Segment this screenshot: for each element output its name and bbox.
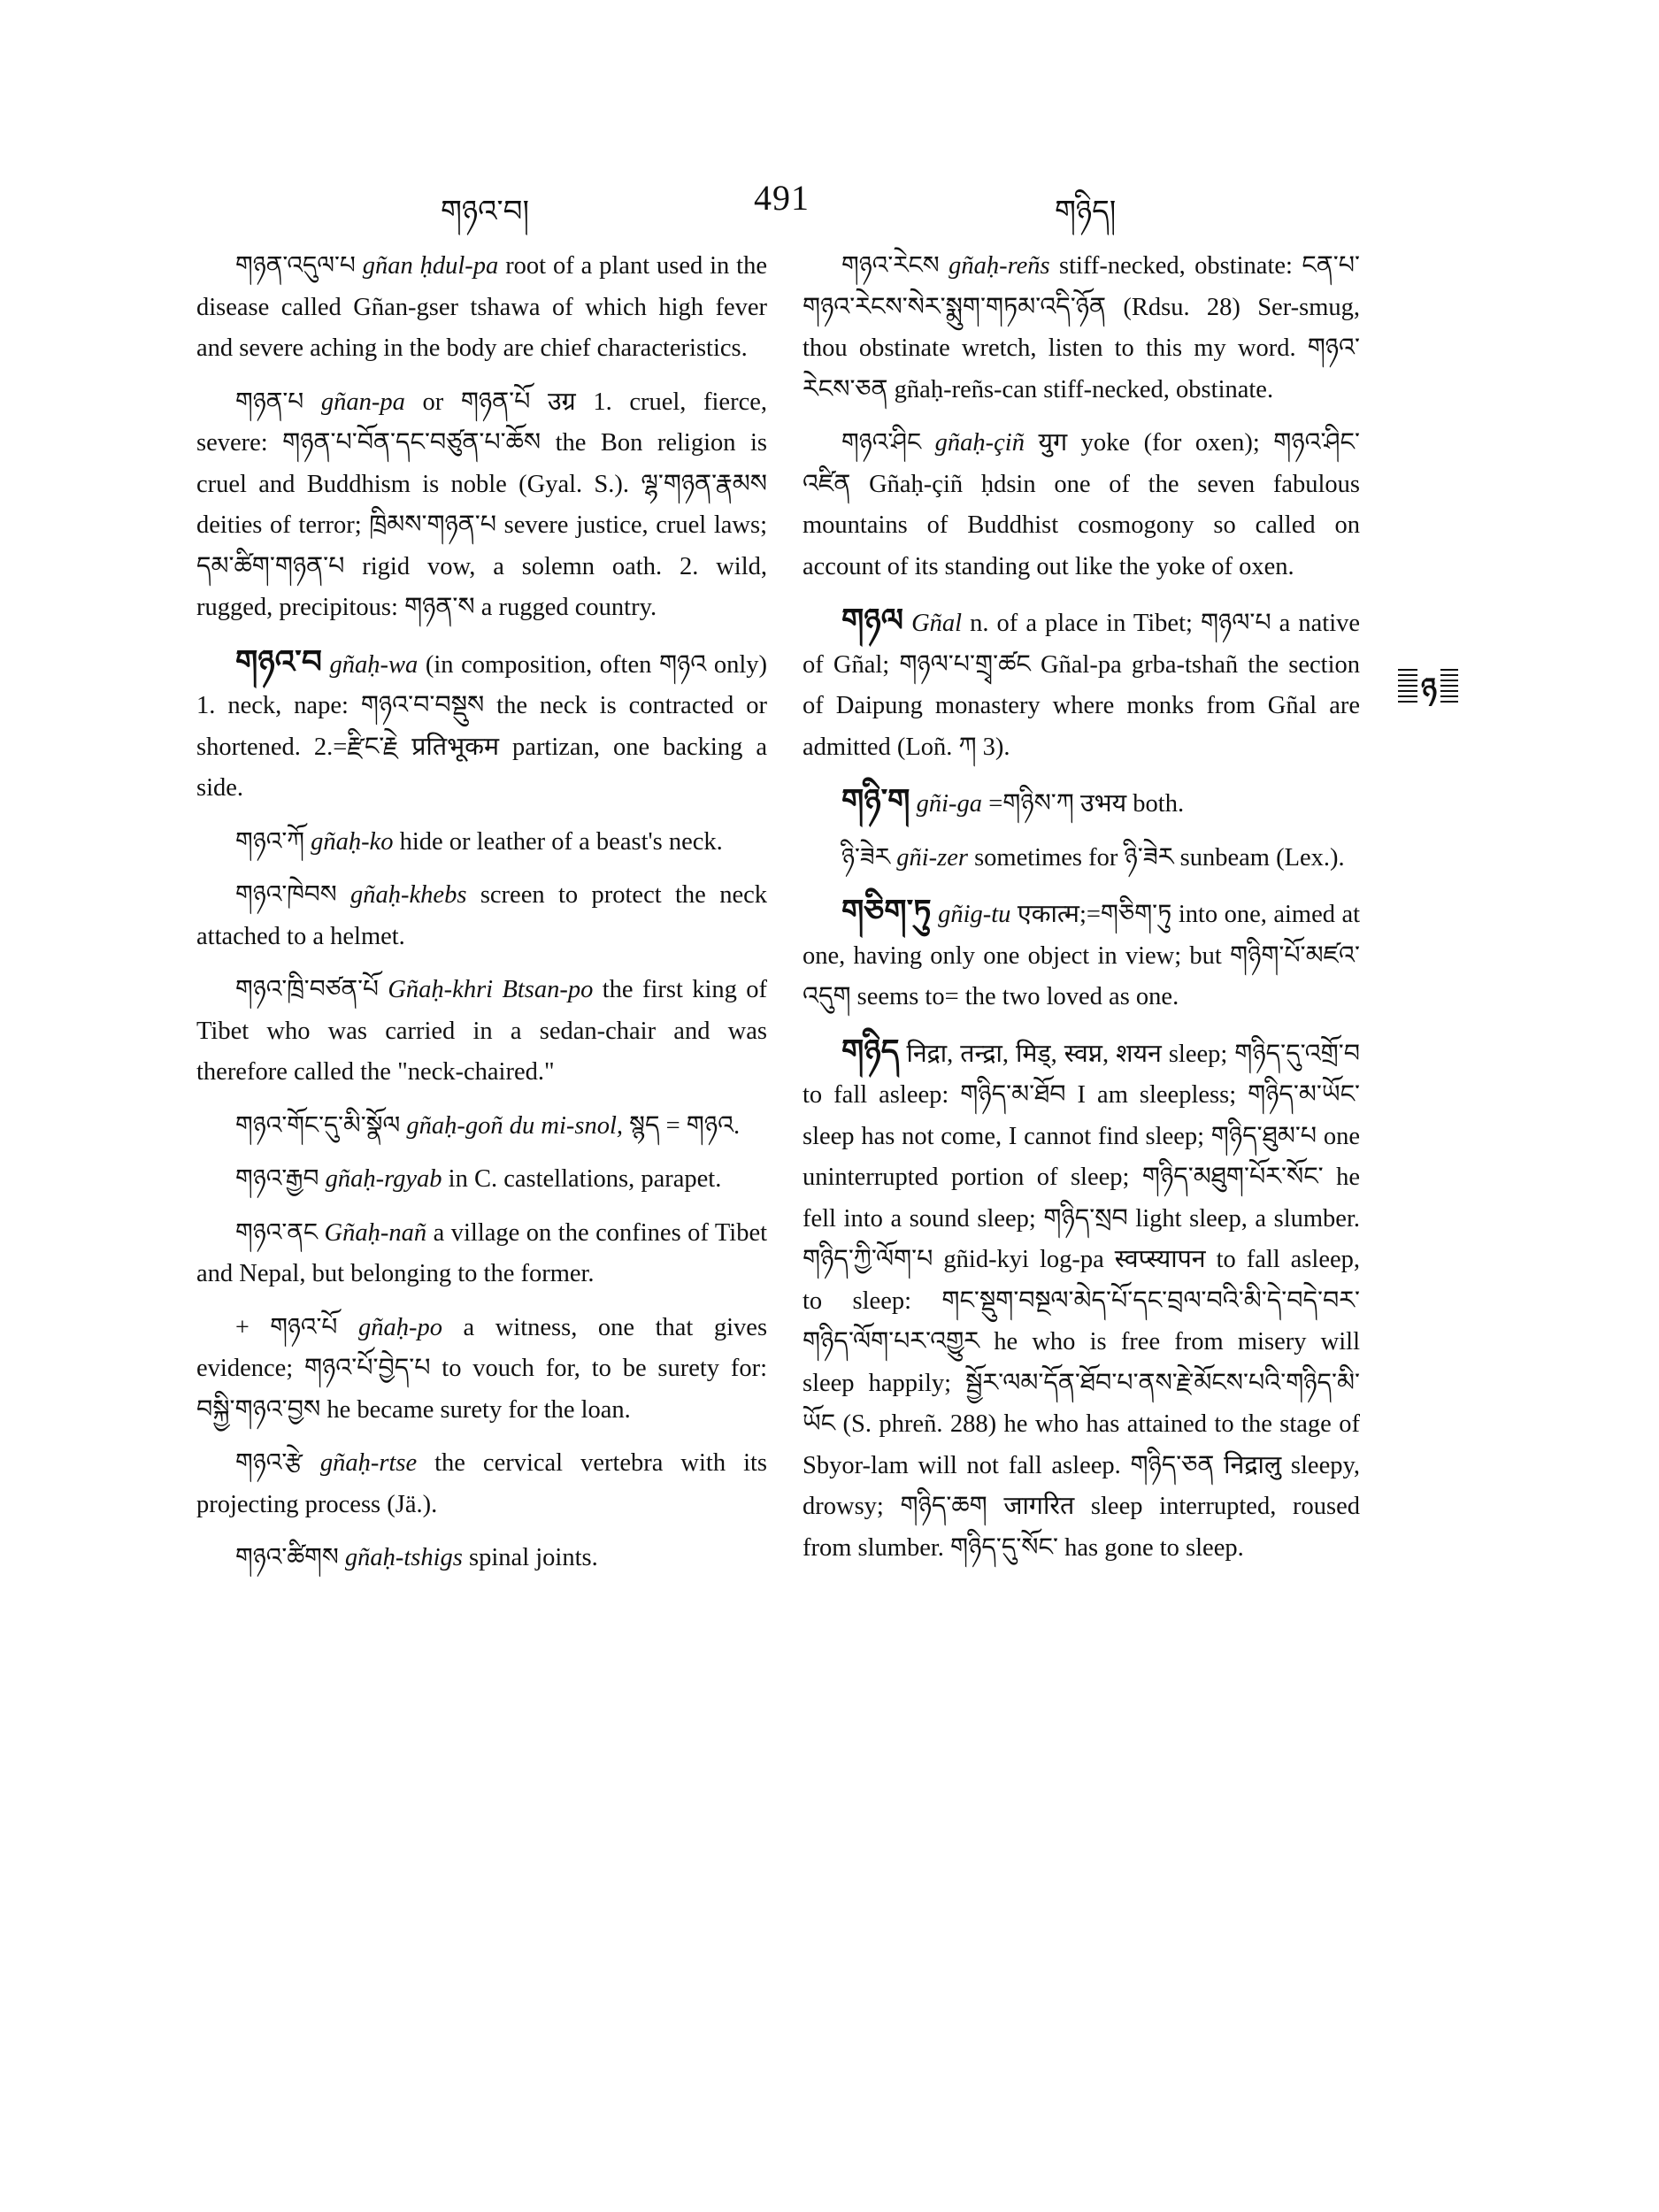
entry-definition: निद्रा, तन्द्रा, मिड्, स्वप्न, शयन sleep; གཉིད་དུ་འགྲོ་བ to fall asleep: གཉིད་མ་ཐོབ I am sleepless; གཉིད་མ་ཡོང་ sleep has not come, I cannot find sleep; གཉིད་ཐུམ་པ one uninterrupted portion of sleep; གཉིད་མཐུག་པོར་སོང་ he fell into a sound sleep; གཉིད་སྲབ light sleep, a slumber. གཉིད་ཀྱི་ལོག་པ gñid-kyi log-pa स्वप्स्यापन to fall asleep, to sleep: གང་སྡུག་བསྔལ་མེད་པོ་དང་བྲལ་བའི་མི་དེ་བདེ་བར་གཉིད་ལོག་པར་འགྱུར he who is free from misery will sleep happily; སྦྱོར་ལམ་དོན་ཐོབ་པ་ནས་རྗེ་མོངས་པའི་གཉིད་མི་ཡོང (S. phreñ. 288) he who has attained to the stage of Sbyor-lam will not fall asleep. གཉིད་ཅན निद्रालु sleepy, drowsy; གཉིད་ཆག जागरित sleep interrupted, roused from slumber. གཉིད་དུ་སོང་ has gone to sleep. xyxy=(803,1040,1361,1562)
running-head-right: གཉིད། xyxy=(1055,196,1117,228)
dictionary-entry xyxy=(803,838,1360,879)
dictionary-entry xyxy=(196,822,767,864)
right-column xyxy=(803,246,1360,1581)
dictionary-entry xyxy=(803,1031,1360,1570)
entry-definition: n. of a place in Tibet; གཉལ་པ a native of Gñal; གཉལ་པ་གྲྭ་ཚང Gñal-pa grba-tshañ the section of Daipung monastery where monks from Gñal are admitted (Loñ. ཀ 3). xyxy=(803,610,1361,761)
entry-transliteration: Gñal xyxy=(911,610,963,637)
entry-definition: the cervical vertebra with its projecting process (Jä.). xyxy=(196,1449,768,1518)
entry-transliteration: gñaḥ-goñ du mi-snol, xyxy=(406,1111,624,1140)
entry-transliteration: gñaḥ-çiñ xyxy=(934,429,1025,457)
entry-headword: གཉའ་ཁྲི་བཙན་པོ xyxy=(235,976,379,1003)
entry-headword: གཉའ་རྒྱབ xyxy=(235,1165,319,1193)
running-head-left: གཉའ་བ། xyxy=(441,196,530,228)
entry-transliteration: Gñaḥ-khri Btsan-po xyxy=(388,976,594,1003)
entry-headword: གཉའ་ཀོ xyxy=(235,827,304,856)
entry-headword: གཉན་འདུལ་པ xyxy=(235,252,356,280)
dictionary-entry xyxy=(196,641,767,810)
entry-headword: གཉའ་ཤིང xyxy=(841,429,922,457)
entry-headword: ཉི་ཟེར xyxy=(841,843,891,872)
entry-transliteration: gñaḥ-tshigs xyxy=(344,1544,463,1571)
dictionary-entry xyxy=(196,1443,767,1525)
entry-definition: spinal joints. xyxy=(469,1544,598,1571)
entry-transliteration: gñaḥ-rgyab xyxy=(325,1165,442,1193)
entry-headword: གཅིག་ཏུ xyxy=(841,894,932,929)
entry-definition: screen to protect the neck attached to a helmet. xyxy=(196,881,767,950)
thumb-index-tab xyxy=(1396,665,1460,706)
dictionary-entry xyxy=(196,382,767,629)
entry-definition: एकात्म;=གཅིག་ཏུ into one, aimed at one, having only one object in view; but གཉིག་པོ་མཛའ་འདུག seems to= the two loved as one. xyxy=(803,901,1361,1010)
entry-definition: a witness, one that gives evidence; གཉའ་པོ་བྱེད་པ to vouch for, to be surety for: བསྐྱི་གཉའ་བྱས he became surety for the loan. xyxy=(196,1313,768,1424)
entry-definition: or གཉན་པོ उग्र 1. cruel, fierce, severe: གཉན་པ་བོན་དང་བཙུན་པ་ཆོས the Bon religion is cruel and Buddhism is noble (Gyal. S.). ལྷ་གཉན་རྣམས deities of terror; ཁྲིམས་གཉན་པ severe justice, cruel laws; དམ་ཚིག་གཉན་པ rigid vow, a solemn oath. 2. wild, rugged, precipitous: གཉན་ས a rugged country. xyxy=(196,388,767,621)
entry-headword: གཉའ་ནང xyxy=(235,1218,319,1247)
dictionary-entry xyxy=(803,780,1360,826)
dictionary-entry xyxy=(196,875,767,957)
entry-headword: གཉི་ག xyxy=(841,783,910,818)
left-column xyxy=(196,246,767,1592)
entry-headword: གཉན་པ xyxy=(235,388,304,416)
thumb-index-letter: ཉ xyxy=(1420,672,1438,706)
entry-definition: sometimes for ཉི་ཟེར sunbeam (Lex.). xyxy=(974,843,1345,872)
entry-headword: གཉའ་རྩེ xyxy=(235,1449,303,1477)
dictionary-entry xyxy=(196,970,767,1094)
entry-headword: གཉའ་རེངས xyxy=(841,252,940,280)
dictionary-entry xyxy=(196,1308,767,1432)
entry-headword: གཉའ་ཚིགས xyxy=(235,1544,339,1571)
page-number: 491 xyxy=(754,178,810,218)
entry-definition: in C. castellations, parapet. xyxy=(448,1165,722,1193)
dictionary-entry xyxy=(803,891,1360,1018)
entry-headword: གཉིད xyxy=(841,1033,900,1069)
entry-definition: (in composition, often གཉའ only) 1. neck, nape: གཉའ་བ་བསྡུས the neck is contracted or shortened. 2.=རྫིང་རྗེ प्रतिभूकम partizan, one backing a side. xyxy=(196,650,767,802)
dictionary-entry xyxy=(803,600,1360,768)
entry-transliteration: gñi-zer xyxy=(896,843,968,872)
entry-definition: युग yoke (for oxen); གཉའ་ཤིང་འཛིན Gñaḥ-çiñ ḥdsin one of the seven fabulous mountains of Buddhist cosmogony so called on account of its standing out like the yoke of oxen. xyxy=(803,429,1360,580)
entry-headword: གཉལ xyxy=(841,603,904,638)
entry-definition: =གཉིས་ཀ उभय both. xyxy=(988,790,1185,818)
entry-headword: གཉའ་བ xyxy=(235,643,322,680)
entry-transliteration: gñaḥ-rtse xyxy=(319,1449,418,1477)
entry-transliteration: gñan ḥdul-pa xyxy=(362,252,499,280)
entry-headword: གཉའ་ཁེབས xyxy=(235,881,337,909)
entry-definition: སྙད = གཉའ. xyxy=(629,1111,741,1140)
entry-transliteration: gñi-ga xyxy=(916,790,983,818)
dictionary-entry xyxy=(196,1159,767,1201)
entry-transliteration: gñaḥ-reñs xyxy=(949,252,1050,280)
entry-transliteration: gñaḥ-khebs xyxy=(350,881,467,909)
entry-definition: root of a plant used in the disease called Gñan-gser tshawa of which high fever and severe aching in the body are chief characteristics. xyxy=(196,252,768,362)
dictionary-entry xyxy=(803,246,1360,411)
entry-transliteration: gñig-tu xyxy=(938,901,1011,928)
dictionary-entry xyxy=(196,1213,767,1295)
entry-definition: hide or leather of a beast's neck. xyxy=(399,827,723,856)
entry-headword: གཉའ་གོང་དུ་མི་སྣོལ xyxy=(235,1111,401,1140)
entry-transliteration: gñaḥ-wa xyxy=(329,650,419,679)
dictionary-entry xyxy=(803,423,1360,588)
entry-transliteration: gñaḥ-po xyxy=(357,1313,442,1341)
entry-transliteration: Gñaḥ-nañ xyxy=(324,1218,427,1247)
dictionary-entry xyxy=(196,246,767,370)
entry-definition: stiff-necked, obstinate: ངན་པ་གཉའ་རེངས་སེར་སྨུག་གཏམ་འདི་ཉོན (Rdsu. 28) Ser-smug, thou obstinate wretch, listen to this my word. གཉའ་རེངས་ཅན gñaḥ-reñs-can stiff-necked, obstinate. xyxy=(803,252,1361,403)
dictionary-entry xyxy=(196,1106,767,1148)
entry-headword: + གཉའ་པོ xyxy=(235,1313,338,1341)
entry-definition: the first king of Tibet who was carried in a sedan-chair and was therefore called the "neck-chaired." xyxy=(196,976,768,1086)
dictionary-entry xyxy=(196,1538,767,1579)
entry-transliteration: gñan-pa xyxy=(320,388,405,416)
entry-transliteration: gñaḥ-ko xyxy=(311,827,394,856)
entry-definition: a village on the confines of Tibet and Nepal, but belonging to the former. xyxy=(196,1218,768,1287)
